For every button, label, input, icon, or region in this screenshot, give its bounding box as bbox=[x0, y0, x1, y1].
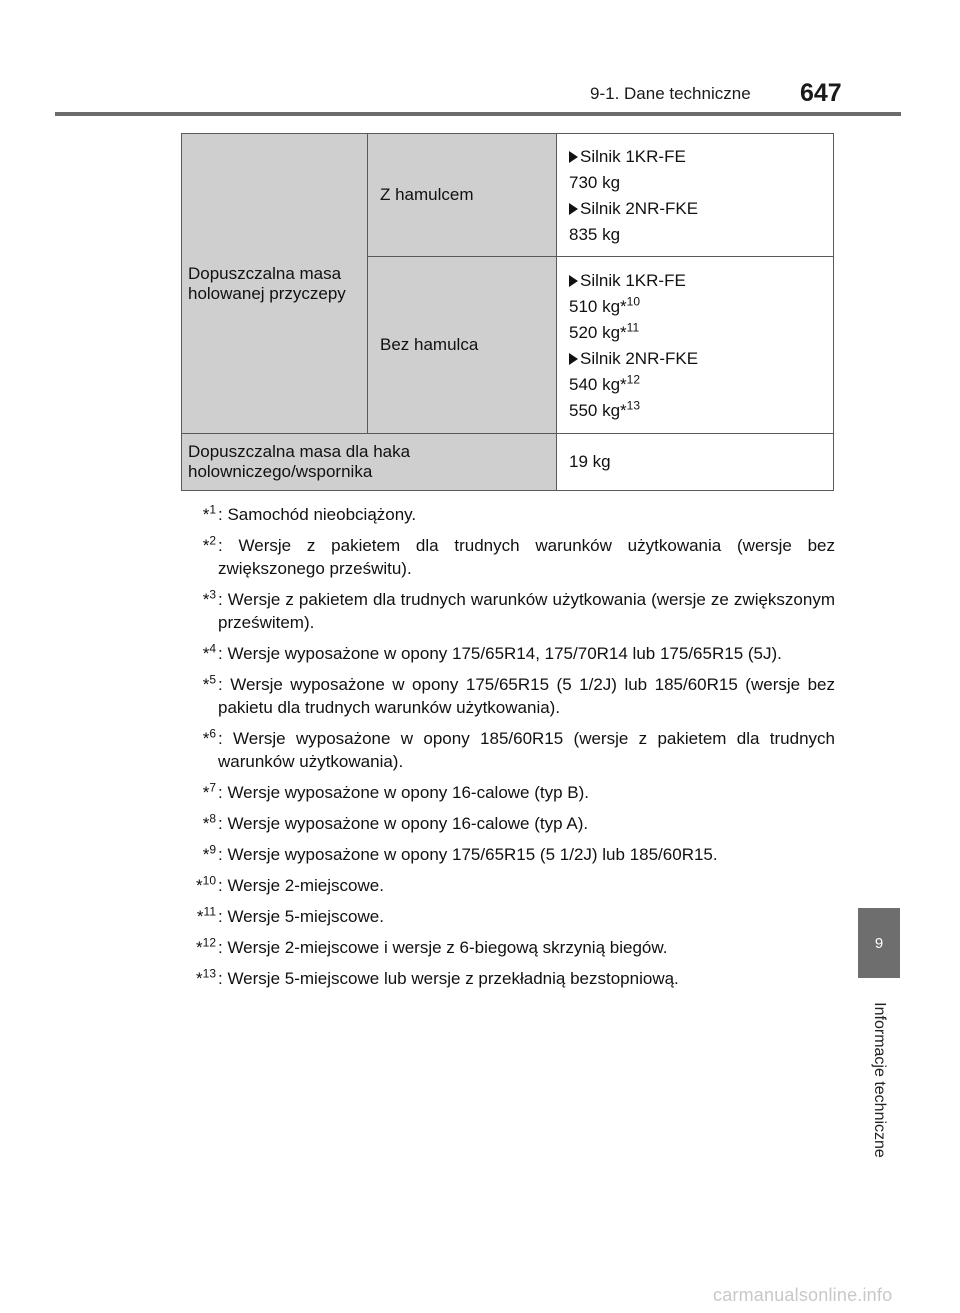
with-brake-values bbox=[557, 134, 834, 257]
footnote-marker bbox=[180, 843, 216, 866]
table-row bbox=[182, 134, 834, 257]
footnote-marker bbox=[180, 503, 216, 526]
without-brake-label: Bez hamulca bbox=[368, 257, 557, 434]
with-brake-label: Z hamulcem bbox=[368, 134, 557, 257]
footnote-star: * bbox=[202, 590, 210, 609]
footnote-number: 13 bbox=[202, 966, 216, 981]
mass-text: 540 kg* bbox=[569, 375, 627, 394]
mass-text: 510 kg* bbox=[569, 297, 627, 316]
mass-value bbox=[569, 398, 821, 421]
footnote-item bbox=[180, 812, 835, 835]
footnote-star: * bbox=[196, 969, 203, 988]
hitch-mass-value: 19 kg bbox=[557, 434, 834, 491]
footnote-number: 5 bbox=[209, 672, 216, 687]
footnote-marker bbox=[180, 588, 216, 634]
footnote-marker bbox=[180, 936, 216, 959]
mass-text: 520 kg* bbox=[569, 323, 627, 342]
section-title: 9-1. Dane techniczne bbox=[590, 84, 751, 103]
footnote-ref: 13 bbox=[626, 398, 641, 413]
footnote-marker bbox=[180, 673, 216, 719]
footnote-text: : Wersje wyposażone w opony 185/60R15 (wersje z pakietem dla trudnych warunków użytkowania). bbox=[218, 729, 835, 771]
triangle-bullet-icon bbox=[569, 275, 578, 287]
footnote-item bbox=[180, 936, 835, 959]
footnote-number: 9 bbox=[209, 842, 216, 857]
engine-line bbox=[569, 271, 821, 291]
footnote-text: : Wersje z pakietem dla trudnych warunków użytkowania (wersje bez zwiększonego prześwitu). bbox=[218, 536, 835, 578]
footnote-star: * bbox=[202, 536, 210, 555]
engine-line bbox=[569, 349, 821, 369]
footnote-number: 4 bbox=[209, 641, 216, 656]
mass-text: 550 kg* bbox=[569, 401, 627, 420]
footnote-number: 7 bbox=[209, 780, 216, 795]
chapter-label: Informacje techniczne bbox=[871, 1002, 888, 1158]
engine-name: Silnik 2NR-FKE bbox=[580, 349, 699, 368]
footnote-star: * bbox=[202, 644, 210, 663]
footnote-text: : Wersje z pakietem dla trudnych warunków użytkowania (wersje ze zwiększonym prześwitem). bbox=[218, 590, 835, 632]
footnote-number: 3 bbox=[209, 587, 216, 602]
footnote-star: * bbox=[202, 729, 210, 748]
footnote-text: : Wersje 5-miejscowe lub wersje z przekładnią bezstopniową. bbox=[218, 969, 679, 988]
footnote-number: 12 bbox=[202, 935, 216, 950]
footnote-ref: 12 bbox=[626, 372, 641, 387]
hitch-mass-label: Dopuszczalna masa dla haka holowniczego/wspornika bbox=[182, 434, 557, 491]
footnote-item bbox=[180, 727, 835, 773]
footnote-number: 6 bbox=[209, 726, 216, 741]
watermark: carmanualsonline.info bbox=[713, 1285, 893, 1305]
footnote-item bbox=[180, 503, 835, 526]
footnote-number: 8 bbox=[209, 811, 216, 826]
footnote-marker bbox=[180, 967, 216, 990]
footnote-marker bbox=[180, 727, 216, 773]
footnote-item bbox=[180, 642, 835, 665]
spec-table bbox=[181, 133, 834, 491]
footnote-text: : Wersje 5-miejscowe. bbox=[218, 907, 384, 926]
footnote-text: : Wersje wyposażone w opony 16-calowe (typ B). bbox=[218, 783, 590, 802]
footnote-marker bbox=[180, 534, 216, 580]
table-row bbox=[182, 434, 834, 491]
footnote-text: : Wersje wyposażone w opony 175/65R15 (5 1/2J) lub 185/60R15 (wersje bez pakietu dla trudnych warunków użytkowania). bbox=[218, 675, 835, 717]
footnote-number: 10 bbox=[202, 873, 216, 888]
engine-name: Silnik 1KR-FE bbox=[580, 271, 686, 290]
footnote-ref: 10 bbox=[626, 294, 641, 309]
footnote-marker bbox=[180, 905, 216, 928]
footnote-star: * bbox=[196, 876, 203, 895]
triangle-bullet-icon bbox=[569, 203, 578, 215]
footnote-text: : Wersje 2-miejscowe. bbox=[218, 876, 384, 895]
footnote-item bbox=[180, 874, 835, 897]
mass-value bbox=[569, 320, 821, 343]
triangle-bullet-icon bbox=[569, 353, 578, 365]
footnote-star: * bbox=[196, 907, 204, 926]
triangle-bullet-icon bbox=[569, 151, 578, 163]
engine-line bbox=[569, 147, 821, 167]
mass-value: 835 kg bbox=[569, 225, 621, 244]
footnote-star: * bbox=[202, 783, 210, 802]
footnotes-list bbox=[180, 503, 835, 998]
footnote-text: : Wersje 2-miejscowe i wersje z 6-biegową skrzynią biegów. bbox=[218, 938, 668, 957]
mass-value bbox=[569, 294, 821, 317]
header-divider bbox=[55, 112, 901, 116]
footnote-star: * bbox=[196, 938, 203, 957]
footnote-marker bbox=[180, 812, 216, 835]
footnote-item bbox=[180, 967, 835, 990]
footnote-star: * bbox=[202, 814, 210, 833]
without-brake-values bbox=[557, 257, 834, 434]
footnote-item bbox=[180, 905, 835, 928]
footnote-text: : Wersje wyposażone w opony 175/65R15 (5 1/2J) lub 185/60R15. bbox=[218, 845, 718, 864]
footnote-text: : Samochód nieobciążony. bbox=[218, 505, 417, 524]
footnote-number: 2 bbox=[209, 533, 216, 548]
footnote-item bbox=[180, 673, 835, 719]
footnote-item bbox=[180, 534, 835, 580]
engine-name: Silnik 1KR-FE bbox=[580, 147, 686, 166]
footnote-marker bbox=[180, 642, 216, 665]
footnote-text: : Wersje wyposażone w opony 16-calowe (typ A). bbox=[218, 814, 589, 833]
footnote-item bbox=[180, 588, 835, 634]
footnote-text: : Wersje wyposażone w opony 175/65R14, 175/70R14 lub 175/65R15 (5J). bbox=[218, 644, 782, 663]
footnote-number: 1 bbox=[209, 502, 216, 517]
mass-value bbox=[569, 372, 821, 395]
footnote-star: * bbox=[202, 675, 210, 694]
footnote-item bbox=[180, 781, 835, 804]
engine-line bbox=[569, 199, 821, 219]
engine-name: Silnik 2NR-FKE bbox=[580, 199, 699, 218]
footnote-star: * bbox=[202, 845, 210, 864]
footnote-marker bbox=[180, 874, 216, 897]
mass-value: 730 kg bbox=[569, 173, 621, 192]
chapter-tab: 9 bbox=[858, 908, 900, 978]
towing-mass-label: Dopuszczalna masa holowanej przyczepy bbox=[182, 134, 368, 434]
footnote-number: 11 bbox=[203, 904, 216, 919]
footnote-ref: 11 bbox=[626, 320, 640, 335]
page-number: 647 bbox=[800, 79, 842, 107]
footnote-marker bbox=[180, 781, 216, 804]
footnote-star: * bbox=[202, 505, 210, 524]
footnote-item bbox=[180, 843, 835, 866]
